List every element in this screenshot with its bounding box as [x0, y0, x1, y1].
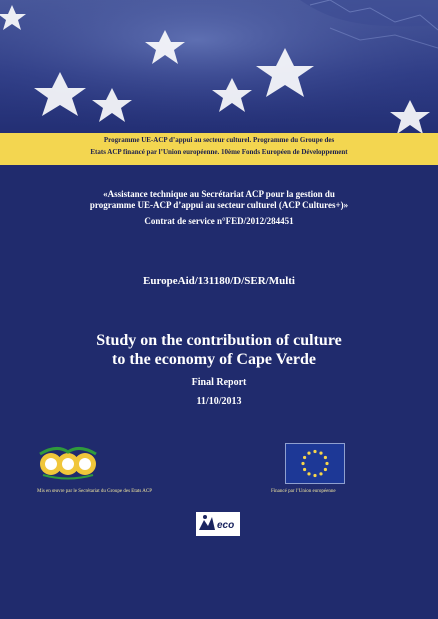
programme-line-2: Etats ACP financé par l’Union européenne. 10ème Fonds Européen de Développement: [90, 148, 348, 156]
title-line-2: to the economy of Cape Verde: [112, 351, 316, 368]
eu-stars-banner: [0, 0, 438, 133]
report-date: 11/10/2013: [196, 396, 242, 407]
eu-flag-icon: [285, 443, 345, 484]
title-line-1: Study on the contribution of culture: [96, 332, 342, 349]
acp-logo: [37, 444, 99, 482]
document-title: [0, 331, 438, 369]
programme-band: [0, 133, 438, 165]
contract-description: [0, 189, 438, 211]
contract-number: Contrat de service n°FED/2012/284451: [144, 216, 294, 226]
eu-caption: Financé par l’Union européenne: [271, 489, 336, 494]
eco-logo: [196, 512, 240, 536]
report-type: Final Report: [191, 377, 247, 388]
programme-line-1: Programme UE-ACP d’appui au secteur culturel. Programme du Groupe des: [103, 136, 335, 144]
acp-caption: Mis en œuvre par le Secrétariat du Groupe des Etats ACP: [37, 489, 152, 494]
stars-photo: [0, 0, 438, 133]
contract-intro-line-1: «Assistance technique au Secrétariat ACP pour la gestion du: [103, 189, 335, 199]
svg-text:eco: eco: [217, 520, 235, 531]
europeaid-reference: EuropeAid/131180/D/SER/Multi: [143, 275, 295, 287]
contract-intro-line-2: programme UE-ACP d’appui au secteur culturel (ACP Cultures+)»: [89, 200, 349, 210]
